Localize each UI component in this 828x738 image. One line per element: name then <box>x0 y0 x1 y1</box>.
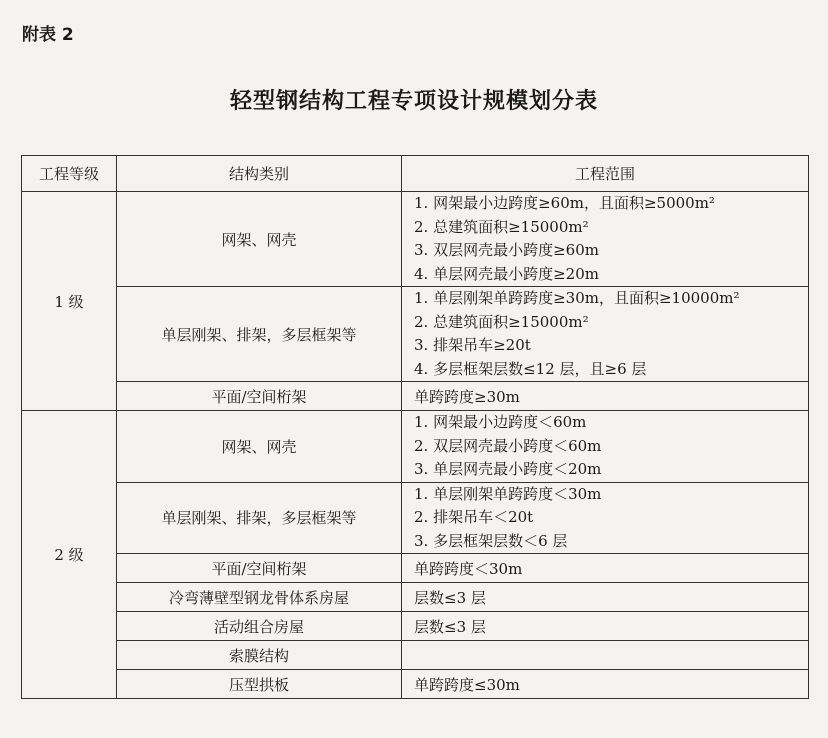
header-grade: 工程等级 <box>22 156 117 192</box>
scope-cell: 层数≤3 层 <box>402 612 809 641</box>
table-row <box>22 612 809 641</box>
table-row <box>22 382 809 411</box>
scope-line: 4. 单层网壳最小跨度≥20m <box>414 264 599 283</box>
scope-cell: 单跨跨度≤30m <box>402 670 809 699</box>
scope-line: 3. 单层网壳最小跨度＜20m <box>414 460 602 478</box>
type-cell: 冷弯薄壁型钢龙骨体系房屋 <box>117 583 402 612</box>
header-scope: 工程范围 <box>402 156 809 192</box>
type-cell: 单层刚架、排架，多层框架等 <box>117 287 402 382</box>
scope-line: 2. 排架吊车＜20t <box>414 508 534 526</box>
scope-line: 3. 排架吊车≥20t <box>414 336 531 354</box>
type-cell: 网架、网壳 <box>117 411 402 483</box>
table-row <box>22 670 809 699</box>
type-cell: 活动组合房屋 <box>117 612 402 641</box>
scope-line: 2. 总建筑面积≥15000m² <box>414 217 589 236</box>
grade-cell-2: 2 级 <box>22 411 117 699</box>
appendix-label: 附表 2 <box>22 25 74 45</box>
scope-line: 1. 网架最小边跨度＜60m <box>414 413 587 431</box>
scope-line: 3. 双层网壳最小跨度≥60m <box>414 241 599 259</box>
table-row <box>22 583 809 612</box>
scope-cell: 单跨跨度≥30m <box>402 382 809 411</box>
scope-line: 2. 双层网壳最小跨度＜60m <box>414 436 602 455</box>
table-header-row <box>22 156 809 192</box>
scope-cell <box>402 641 809 670</box>
scope-line: 1. 单层刚架单跨跨度＜30m <box>414 484 602 503</box>
scope-line: 1. 单层刚架单跨跨度≥30m，且面积≥10000m² <box>414 289 740 307</box>
scale-classification-table <box>21 155 809 699</box>
type-cell: 网架、网壳 <box>117 192 402 287</box>
type-cell: 压型拱板 <box>117 670 402 699</box>
type-cell: 单层刚架、排架，多层框架等 <box>117 482 402 554</box>
scope-line: 4. 多层框架层数≤12 层，且≥6 层 <box>414 359 647 378</box>
page-title: 轻型钢结构工程专项设计规模划分表 <box>229 89 598 114</box>
type-cell: 索膜结构 <box>117 641 402 670</box>
scope-cell: 单跨跨度＜30m <box>402 554 809 583</box>
scope-cell: 层数≤3 层 <box>402 583 809 612</box>
scope-cell <box>402 411 809 483</box>
type-cell: 平面/空间桁架 <box>117 382 402 411</box>
type-cell: 平面/空间桁架 <box>117 554 402 583</box>
table-row <box>22 411 809 483</box>
scope-line: 2. 总建筑面积≥15000m² <box>414 312 589 331</box>
table-row <box>22 482 809 554</box>
table-row <box>22 554 809 583</box>
scope-line: 1. 网架最小边跨度≥60m，且面积≥5000m² <box>414 194 715 212</box>
header-type: 结构类别 <box>117 156 402 192</box>
scope-cell <box>402 287 809 382</box>
table-row <box>22 287 809 382</box>
table-row <box>22 641 809 670</box>
table-row <box>22 192 809 287</box>
grade-cell-1: 1 级 <box>22 192 117 411</box>
scope-line: 3. 多层框架层数＜6 层 <box>414 531 568 550</box>
scope-cell <box>402 482 809 554</box>
scope-cell <box>402 192 809 287</box>
